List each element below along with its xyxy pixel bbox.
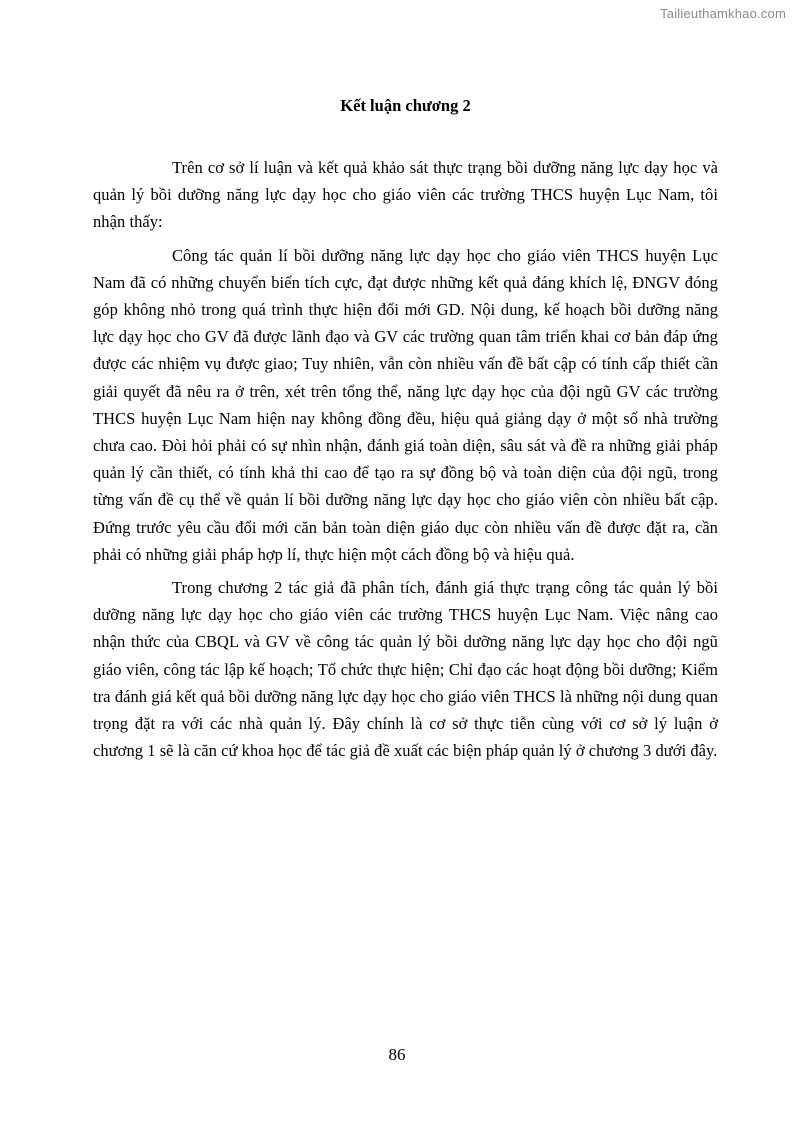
- paragraph-assessment: Công tác quản lí bồi dưỡng năng lực dạy học cho giáo viên THCS huyện Lục Nam đã có những chuyển biến tích cực, đạt được những kết quả đáng khích lệ, ĐNGV đóng góp không nhỏ trong quá trình thực hiện đổi mới GD. Nội dung, kế hoạch bồi dưỡng năng lực dạy học cho GV đã được lãnh đạo và GV các trường quan tâm triển khai cơ bản đáp ứng được các nhiệm vụ được giao; Tuy nhiên, vẫn còn nhiều vấn đề bất cập có tính cấp thiết cần giải quyết đã nêu ra ở trên, xét trên tổng thể, năng lực dạy học của đội ngũ GV các trường THCS huyện Lục Nam hiện nay không đồng đều, hiệu quả giảng dạy ở một số nhà trường chưa cao. Đòi hỏi phải có sự nhìn nhận, đánh giá toàn diện, sâu sát và đề ra những giải pháp quản lý cần thiết, có tính khả thi cao để tạo ra sự đồng bộ và toàn diện của đội ngũ, trong từng vấn đề cụ thể về quản lí bồi dưỡng năng lực dạy học cho giáo viên còn nhiều bất cập. Đứng trước yêu cầu đổi mới căn bản toàn diện giáo dục còn nhiều vấn đề được đặt ra, cần phải có những giải pháp hợp lí, thực hiện một cách đồng bộ và hiệu quả.: [93, 245, 718, 564]
- paragraph-intro: Trên cơ sở lí luận và kết quả khảo sát thực trạng bồi dưỡng năng lực dạy học và quản lý bồi dưỡng năng lực dạy học cho giáo viên các trường THCS huyện Lục Nam, tôi nhận thấy:: [93, 158, 718, 232]
- paragraph-summary: Trong chương 2 tác giả đã phân tích, đánh giá thực trạng công tác quản lý bồi dưỡng năng lực dạy học cho giáo viên các trường THCS huyện Lục Nam. Việc nâng cao nhận thức của CBQL và GV về công tác quản lý bồi dưỡng năng lực dạy học cho đội ngũ giáo viên, công tác lập kế hoạch; Tổ chức thực hiện; Chỉ đạo các hoạt động bồi dưỡng; Kiểm tra đánh giá kết quả bồi dưỡng năng lực dạy học cho giáo viên THCS là những nội dung quan trọng đặt ra với các nhà quản lý. Đây chính là cơ sở thực tiễn cùng với cơ sở lý luận ở chương 1 sẽ là căn cứ khoa học để tác giả đề xuất các biện pháp quản lý ở chương 3 dưới đây.: [93, 578, 718, 761]
- watermark: Tailieuthamkhao.com: [660, 6, 786, 21]
- chapter-conclusion-title: Kết luận chương 2: [340, 96, 471, 115]
- document-body: [93, 94, 718, 770]
- page-number: 86: [388, 1045, 406, 1064]
